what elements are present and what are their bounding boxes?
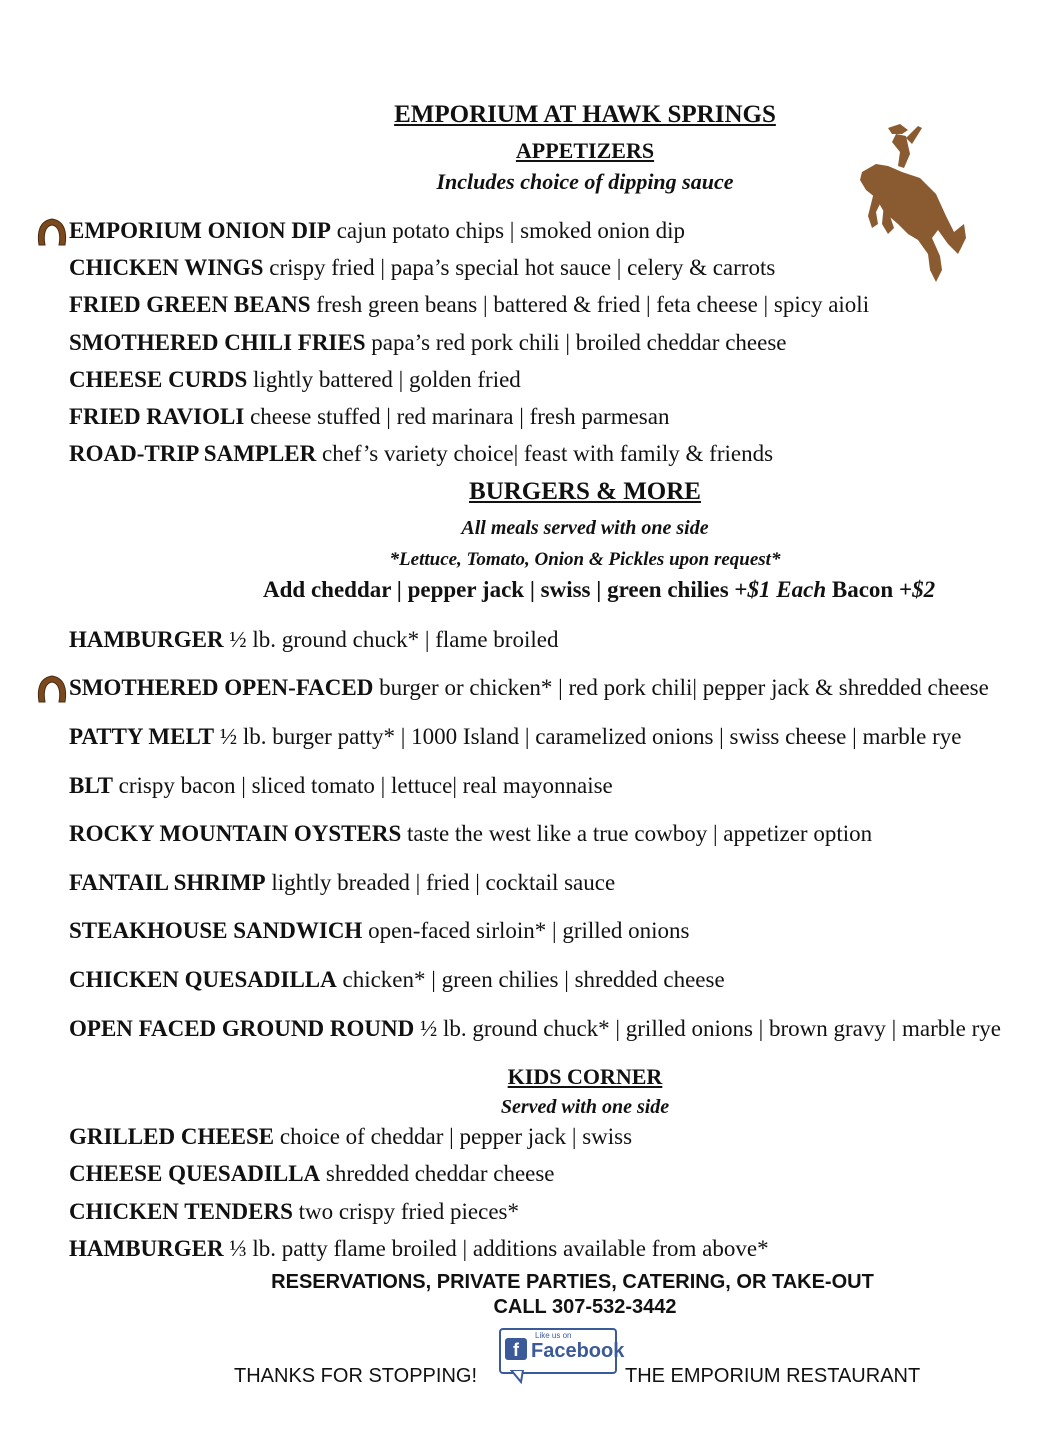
menu-item (69, 1198, 519, 1226)
menu-item-name: CHICKEN QUESADILLA (69, 967, 337, 992)
menu-item-description: open-faced sirloin* | grilled onions (362, 918, 690, 943)
appetizers-note: Includes choice of dipping sauce (436, 169, 734, 194)
addons-price: $1 Each (747, 577, 827, 602)
kids-note: Served with one side (500, 1096, 670, 1118)
menu-item-description: crispy fried | papa’s special hot sauce | celery & carrots (263, 255, 776, 280)
menu-item-name: CHICKEN TENDERS (69, 1199, 293, 1224)
menu-item (69, 440, 773, 468)
menu-item (69, 1015, 1001, 1043)
menu-item-name: HAMBURGER (69, 1236, 224, 1261)
menu-item (69, 820, 872, 848)
menu-item (69, 1123, 632, 1151)
menu-item-description: ½ lb. ground chuck* | grilled onions | brown gravy | marble rye (414, 1016, 1001, 1041)
menu-item-description: shredded cheddar cheese (320, 1161, 555, 1186)
menu-item-name: PATTY MELT (69, 724, 215, 749)
menu-item (69, 291, 869, 319)
menu-item-name: FRIED RAVIOLI (69, 404, 245, 429)
burgers-note-toppings: *Lettuce, Tomato, Onion & Pickles upon request* (389, 549, 781, 570)
menu-item-name: SMOTHERED OPEN-FACED (69, 675, 374, 700)
menu-item-name: SMOTHERED CHILI FRIES (69, 330, 366, 355)
menu-item-name: STEAKHOUSE SANDWICH (69, 918, 363, 943)
horseshoe-icon (35, 215, 69, 249)
restaurant-name: THE EMPORIUM RESTAURANT (625, 1365, 921, 1387)
speech-tail-icon (509, 1370, 539, 1384)
menu-item (69, 966, 725, 994)
section-title-burgers: BURGERS & MORE (469, 478, 701, 505)
menu-item-description: fresh green beans | battered & fried | feta cheese | spicy aioli (310, 292, 870, 317)
facebook-like-label: Like us on (535, 1331, 572, 1340)
section-title-appetizers: APPETIZERS (515, 138, 655, 163)
menu-item-description: chef’s variety choice| feast with family & friends (316, 441, 774, 466)
addons-line (263, 577, 935, 603)
bacon-price: $2 (912, 577, 936, 602)
menu-item (69, 772, 613, 800)
menu-item-name: CHEESE QUESADILLA (69, 1161, 321, 1186)
menu-item (69, 1235, 769, 1263)
addons-text: Add cheddar | pepper jack | swiss | green chilies + (263, 577, 748, 602)
menu-item (69, 403, 669, 431)
menu-item (69, 626, 558, 654)
facebook-like-button[interactable] (499, 1328, 625, 1384)
menu-item-description: papa’s red pork chili | broiled cheddar cheese (365, 330, 787, 355)
menu-item-description: chicken* | green chilies | shredded cheese (336, 967, 725, 992)
menu-item (69, 1160, 555, 1188)
menu-item (69, 869, 615, 897)
menu-item-description: crispy bacon | sliced tomato | lettuce| real mayonnaise (112, 773, 613, 798)
menu-item-description: cajun potato chips | smoked onion dip (330, 218, 685, 243)
bucking-bronco-icon (858, 120, 966, 284)
horseshoe-icon (35, 672, 69, 706)
thanks-text: THANKS FOR STOPPING! (234, 1365, 477, 1387)
menu-item-name: EMPORIUM ONION DIP (69, 218, 331, 243)
menu-item-name: GRILLED CHEESE (69, 1124, 275, 1149)
burgers-note-side: All meals served with one side (461, 517, 709, 539)
menu-item-description: burger or chicken* | red pork chili| pepper jack & shredded cheese (373, 675, 989, 700)
menu-item-description: ½ lb. ground chuck* | flame broiled (223, 627, 559, 652)
menu-item-description: choice of cheddar | pepper jack | swiss (274, 1124, 633, 1149)
menu-item-description: lightly battered | golden fried (247, 367, 521, 392)
bacon-text: Bacon + (826, 577, 913, 602)
section-title-kids: KIDS CORNER (507, 1064, 663, 1089)
menu-item-name: OPEN FACED GROUND ROUND (69, 1016, 415, 1041)
menu-item-name: ROCKY MOUNTAIN OYSTERS (69, 821, 402, 846)
menu-item-name: FRIED GREEN BEANS (69, 292, 311, 317)
menu-item-description: taste the west like a true cowboy | appetizer option (401, 821, 873, 846)
menu-item (69, 254, 775, 282)
menu-item-name: CHEESE CURDS (69, 367, 248, 392)
menu-item-name: CHICKEN WINGS (69, 255, 264, 280)
facebook-icon: f (505, 1338, 527, 1360)
menu-item-description: two crispy fried pieces* (292, 1199, 519, 1224)
menu-item-description: lightly breaded | fried | cocktail sauce (265, 870, 616, 895)
menu-item (69, 217, 685, 245)
menu-item (69, 366, 521, 394)
menu-item-name: ROAD-TRIP SAMPLER (69, 441, 317, 466)
footer-line-phone: CALL 307-532-3442 (493, 1296, 677, 1318)
menu-item (69, 674, 989, 702)
menu-title: EMPORIUM AT HAWK SPRINGS (394, 101, 776, 128)
menu-item-name: BLT (69, 773, 113, 798)
menu-item-description: ½ lb. burger patty* | 1000 Island | caramelized onions | swiss cheese | marble rye (214, 724, 962, 749)
menu-item-description: cheese stuffed | red marinara | fresh parmesan (244, 404, 670, 429)
menu-item-description: ⅓ lb. patty flame broiled | additions available from above* (223, 1236, 769, 1261)
menu-item-name: FANTAIL SHRIMP (69, 870, 266, 895)
facebook-wordmark: Facebook (531, 1340, 625, 1362)
menu-item (69, 917, 690, 945)
menu-item (69, 329, 787, 357)
menu-item-name: HAMBURGER (69, 627, 224, 652)
menu-item (69, 723, 961, 751)
footer-line-reservations: RESERVATIONS, PRIVATE PARTIES, CATERING, OR TAKE-OUT (271, 1271, 874, 1293)
